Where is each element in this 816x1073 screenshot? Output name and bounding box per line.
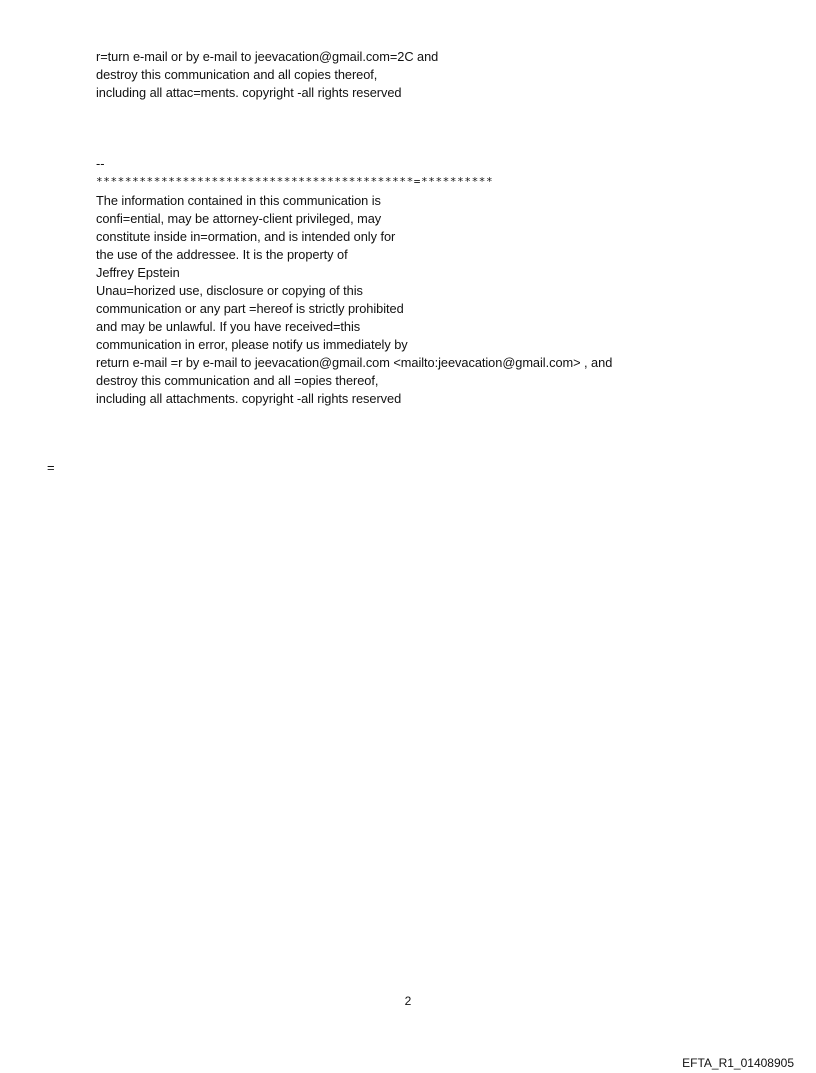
- text-line: Unau=horized use, disclosure or copying of this: [96, 283, 363, 298]
- page-number: 2: [404, 994, 412, 1008]
- text-line: including all attachments. copyright -all rights reserved: [96, 391, 402, 406]
- text-line: destroy this communication and all =opies thereof,: [96, 373, 379, 388]
- text-line: communication or any part =hereof is strictly prohibited: [96, 301, 404, 316]
- text-line: and may be unlawful. If you have received=this: [96, 319, 361, 334]
- text-line: r=turn e-mail or by e-mail to jeevacation@gmail.com=2C and: [96, 49, 439, 64]
- text-line: Jeffrey Epstein: [96, 265, 180, 280]
- text-line: destroy this communication and all copies thereof,: [96, 67, 378, 82]
- text-line: The information contained in this communication is: [96, 193, 381, 208]
- asterisk-divider: ********************************************=**********: [96, 175, 494, 188]
- stray-equals-mark: =: [47, 460, 55, 475]
- text-line: confi=ential, may be attorney-client privileged, may: [96, 211, 382, 226]
- text-line: communication in error, please notify us immediately by: [96, 337, 408, 352]
- text-line: return e-mail =r by e-mail to jeevacation@gmail.com <mailto:jeevacation@gmail.com> , and: [96, 355, 613, 370]
- document-id: EFTA_R1_01408905: [682, 1056, 794, 1070]
- text-line: the use of the addressee. It is the property of: [96, 247, 348, 262]
- signature-separator: --: [96, 156, 105, 171]
- text-line: constitute inside in=ormation, and is intended only for: [96, 229, 396, 244]
- text-line: including all attac=ments. copyright -all rights reserved: [96, 85, 402, 100]
